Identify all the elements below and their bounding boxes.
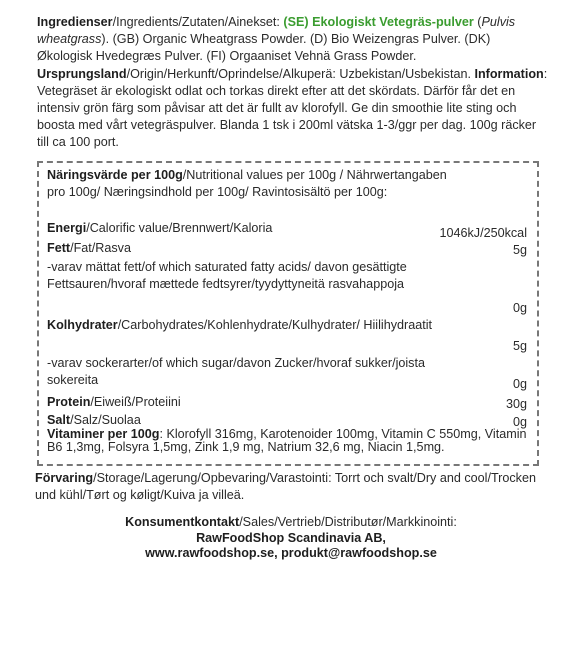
information-label: Information	[474, 66, 544, 81]
carbohydrates-translations: /Carbohydrates/Kohlenhydrate/Kulhydrater/ Hiilihydraatit	[117, 318, 432, 332]
energy-value: 1046kJ/250kcal	[439, 226, 527, 240]
vitamins-label: Vitaminer per 100g	[47, 427, 160, 441]
vitamins-text: : Klorofyll 316mg, Karotenoider 100mg, Vitamin C 550mg, Vitamin B6 1,3mg, Folsyra 1,5mg, Zink 1,9 mg, Natrium 32,6 mg, Niacin 1,5mg.	[47, 427, 527, 455]
information-text: : Vetegräset är ekologiskt odlat och torkas direkt efter att det skördats. Därför får det en intensiv grön färg som påvisar att det är fullt av klorofyll. Ge din smoothie lite sting och boosta med vårt vetegräspulver. Blanda 1 tsk i 200ml vätska 1-3/ggr per dag. 100g räcker till ca 100 port.	[37, 66, 548, 150]
storage-paragraph	[35, 470, 557, 504]
sugar-label: -varav sockerarter/of which sugar/davon Zucker/hvoraf sukker/joista sokereita	[47, 356, 425, 388]
nutrition-row-saturated	[47, 259, 527, 315]
contact-label-translations: /Sales/Vertrieb/Distributør/Markkinointi:	[239, 515, 457, 529]
fat-value: 5g	[512, 243, 527, 257]
carbohydrates-label: Kolhydrater	[47, 318, 118, 332]
origin-text: /Origin/Herkunft/Oprindelse/Alkuperä: Uzbekistan/Usbekistan.	[126, 66, 475, 81]
product-translations: ). (GB) Organic Wheatgrass Powder. (D) Bio Weizengras Pulver. (DK) Økologisk Hvedegræs Pulver. (FI) Orgaaniset Vehnä Grass Powder.	[37, 32, 491, 64]
energy-translations: /Calorific value/Brennwert/Kaloria	[86, 221, 273, 235]
nutrition-row-protein	[47, 394, 527, 411]
salt-label: Salt	[47, 413, 71, 427]
contact-line-2	[0, 531, 582, 547]
protein-label: Protein	[47, 395, 91, 409]
contact-line-1	[0, 515, 582, 531]
storage-text: /Storage/Lagerung/Opbevaring/Varastointi: Torrt och svalt/Dry and cool/Trocken und kühl/Tørt og køligt/Kuiva ja villeä.	[35, 471, 536, 503]
fat-label: Fett	[47, 241, 71, 255]
product-name-se: (SE) Ekologiskt Vetegräs-pulver	[283, 15, 474, 29]
contact-label: Konsumentkontakt	[125, 515, 240, 529]
storage-label: Förvaring	[35, 471, 94, 485]
ingredients-label-translations: /Ingredients/Zutaten/Ainekset:	[112, 15, 284, 29]
protein-value: 30g	[505, 397, 527, 411]
latin-name: Pulvis wheatgrass	[37, 15, 516, 47]
protein-translations: /Eiweiß/Proteiini	[90, 395, 181, 409]
salt-translations: /Salz/Suolaa	[70, 413, 141, 427]
nutrition-row-fat	[47, 240, 527, 257]
ingredients-label: Ingredienser	[37, 15, 113, 29]
nutrition-header-label: Näringsvärde per 100g	[47, 168, 183, 182]
salt-value: 0g	[512, 415, 527, 429]
saturated-label: -varav mättat fett/of which saturated fatty acids/ davon gesättigte Fettsauren/hvoraf mættede fedtsyrer/tyydyttyneitä rasvahappoja	[47, 260, 407, 292]
contact-block	[0, 515, 582, 562]
ingredients-paragraph: Ingredienser/Ingredients/Zutaten/Ainekset: (SE) Ekologiskt Vetegräs-pulver (Pulvis wheatgrass). (GB) Organic Wheatgrass Powder. (D) Bio Weizengras Pulver. (DK) Økologisk Hvedegræs Pulver. (FI) Orgaaniset Vehnä Grass Powder. Ursprungsland/Origin/Herkunft/Oprindelse/Alkuperä: Uzbekistan/Usbekistan. Information: Vetegräset är ekologiskt odlat och torkas direkt efter att det skördats. Därför får det en intensiv grön färg som påvisar att det är fullt av klorofyll. Ge din smoothie lite sting och boosta med vårt vetegräspulver. Blanda 1 tsk i 200ml vätska 1-3/ggr per dag. 100g räcker till ca 100 port.	[37, 15, 548, 150]
nutrition-row-sugar	[47, 355, 527, 389]
saturated-value: 0g	[512, 301, 527, 315]
sugar-value: 0g	[512, 377, 527, 391]
nutrition-row-vitamins	[47, 428, 527, 455]
nutrition-row-carbohydrates	[47, 317, 527, 353]
nutrition-header-translations: /Nutritional values per 100g / Nährwertangaben pro 100g/ Næringsindhold per 100g/ Ravintosisältö per 100g:	[47, 168, 447, 200]
nutrition-table	[37, 161, 539, 466]
origin-label: Ursprungsland	[37, 66, 127, 81]
nutrition-row-energy	[47, 220, 527, 240]
fat-translations: /Fat/Rasva	[70, 241, 131, 255]
company-name: RawFoodShop Scandinavia AB,	[196, 530, 386, 545]
nutrition-header	[47, 167, 467, 201]
website-email: www.rawfoodshop.se, produkt@rawfoodshop.se	[145, 546, 437, 561]
energy-label: Energi	[47, 221, 87, 235]
carbohydrates-value: 5g	[512, 339, 527, 353]
contact-line-3	[0, 546, 582, 562]
